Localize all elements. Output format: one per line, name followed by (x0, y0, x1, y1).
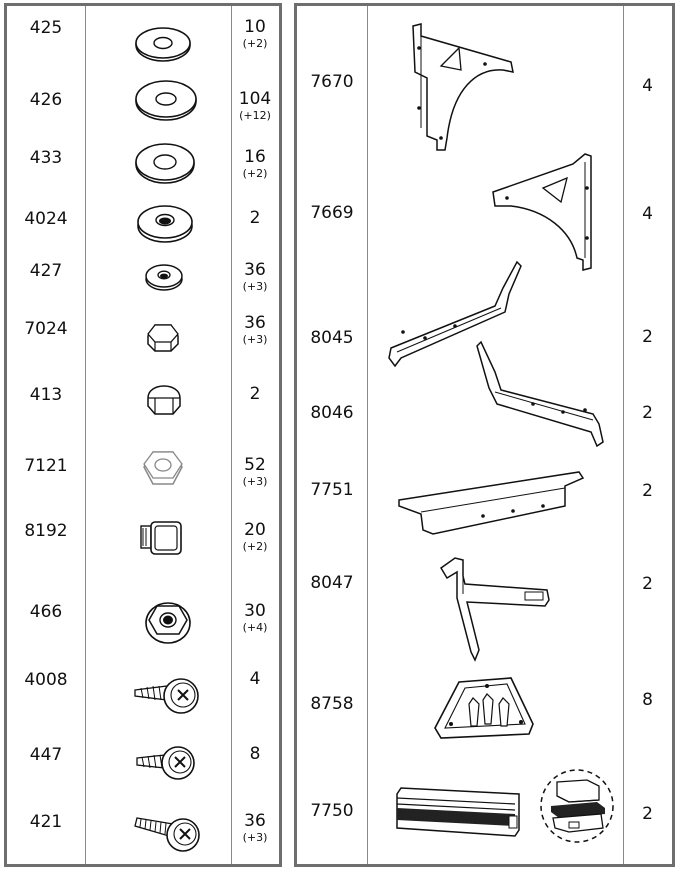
part-code: 425 (29, 18, 63, 38)
part-quantity: 2 (642, 574, 653, 594)
small-washer-icon (133, 24, 193, 64)
quantity-spare: (+4) (242, 621, 268, 634)
short-screw-icon (133, 740, 197, 784)
large-washer-icon (133, 76, 199, 122)
column-divider (623, 6, 624, 864)
quantity-spare: (+2) (242, 540, 268, 553)
quantity-value: 8 (249, 744, 261, 764)
part-code: 8192 (24, 521, 68, 541)
part-code: 7024 (24, 319, 68, 339)
part-quantity: 2 (642, 327, 653, 347)
corner-bracket-right-icon (487, 148, 603, 276)
part-code: 421 (29, 812, 63, 832)
angled-strap-right-icon (473, 342, 609, 452)
column-divider (85, 6, 86, 864)
corner-bracket-left-icon (407, 18, 519, 158)
hex-head-icon (145, 320, 181, 354)
part-quantity: 2 (642, 403, 653, 423)
part-code: 427 (29, 261, 63, 281)
part-quantity (231, 745, 279, 764)
quantity-value: 36 (244, 260, 266, 280)
part-quantity (231, 90, 279, 122)
quantity-spare: (+2) (242, 167, 268, 180)
quantity-value: 30 (244, 601, 266, 621)
part-code: 8046 (310, 403, 354, 423)
part-quantity (231, 385, 279, 404)
part-code: 8758 (310, 694, 354, 714)
part-code: 7670 (310, 72, 354, 92)
part-code: 426 (29, 90, 63, 110)
part-code: 7121 (24, 456, 68, 476)
channel-rail-icon (393, 466, 587, 542)
quantity-value: 16 (244, 147, 266, 167)
quantity-spare: (+3) (242, 333, 268, 346)
quantity-value: 52 (244, 455, 266, 475)
part-quantity: 2 (642, 804, 653, 824)
long-screw-icon (133, 806, 201, 854)
quantity-value: 36 (244, 811, 266, 831)
part-quantity: 8 (642, 690, 653, 710)
part-code: 4024 (24, 209, 68, 229)
right-parts-table (294, 3, 675, 867)
quantity-spare: (+3) (242, 831, 268, 844)
part-quantity (231, 314, 279, 346)
part-code: 8047 (310, 573, 354, 593)
flat-washer-icon (133, 140, 197, 186)
part-code: 7750 (310, 801, 354, 821)
square-head-bolt-icon (137, 518, 189, 558)
part-code: 8045 (310, 328, 354, 348)
part-code: 7669 (310, 203, 354, 223)
cap-nut-icon (141, 376, 187, 420)
part-code: 466 (29, 602, 63, 622)
self-drilling-screw-icon (131, 670, 201, 718)
quantity-value: 2 (249, 384, 261, 404)
part-quantity (231, 456, 279, 488)
quantity-value: 104 (238, 89, 272, 109)
quantity-value: 2 (249, 208, 261, 228)
part-quantity (231, 261, 279, 293)
part-quantity (231, 209, 279, 228)
lock-washer-icon (143, 260, 185, 292)
column-divider (231, 6, 232, 864)
column-divider (367, 6, 368, 864)
flange-nut-icon (143, 596, 193, 646)
part-quantity (231, 18, 279, 50)
part-code: 433 (29, 148, 63, 168)
triangular-gusset-icon (429, 674, 537, 746)
part-quantity (231, 602, 279, 634)
quantity-spare: (+12) (239, 109, 271, 122)
part-quantity: 4 (642, 76, 653, 96)
thick-washer-icon (135, 200, 195, 244)
part-quantity (231, 521, 279, 553)
quantity-value: 4 (249, 669, 261, 689)
part-quantity: 4 (642, 204, 653, 224)
part-code: 4008 (24, 670, 68, 690)
l-bracket-icon (435, 554, 555, 666)
part-quantity (231, 148, 279, 180)
part-quantity (231, 812, 279, 844)
quantity-value: 20 (244, 520, 266, 540)
quantity-spare: (+2) (242, 37, 268, 50)
quantity-spare: (+3) (242, 475, 268, 488)
quantity-spare: (+3) (242, 280, 268, 293)
profile-bar-icon (393, 768, 523, 840)
part-code: 447 (29, 745, 63, 765)
hex-nut-icon (141, 448, 185, 490)
part-code: 7751 (310, 480, 354, 500)
part-quantity (231, 670, 279, 689)
part-code: 413 (29, 385, 63, 405)
left-parts-table (4, 3, 282, 867)
profile-detail-magnifier-icon (539, 766, 617, 844)
quantity-value: 10 (244, 17, 266, 37)
quantity-value: 36 (244, 313, 266, 333)
part-quantity: 2 (642, 481, 653, 501)
